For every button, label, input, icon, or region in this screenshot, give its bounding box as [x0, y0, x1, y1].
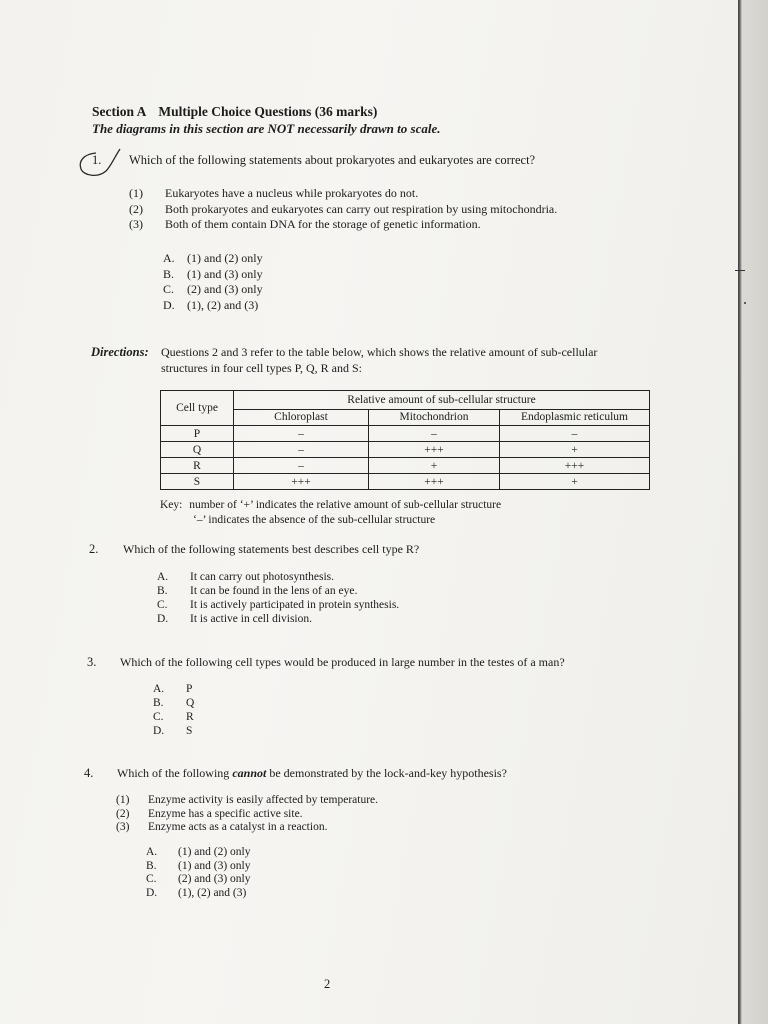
option-b[interactable]: B. (1) and (3) only	[146, 859, 251, 872]
directions-line-2: structures in four cell types P, Q, R and S:	[161, 361, 362, 375]
option-b[interactable]: B. Q	[153, 697, 195, 709]
section-label: Section A	[92, 104, 147, 119]
question-4-statements	[116, 794, 378, 835]
table-row: Q – +++ +	[161, 442, 650, 458]
table-header-er: Endoplasmic reticulum	[500, 409, 650, 425]
option-d[interactable]: D. (1), (2) and (3)	[146, 886, 247, 899]
statement-row: (2) Both prokaryotes and eukaryotes can carry out respiration by using mitochondria.	[129, 201, 558, 216]
question-2-number: 2.	[89, 542, 99, 556]
question-2-options	[157, 570, 399, 626]
option-c[interactable]: C. It is actively participated in protein synthesis.	[157, 599, 400, 611]
table-row: P – – –	[161, 426, 650, 442]
table-header-group: Relative amount of sub-cellular structure	[234, 391, 650, 410]
question-2-text: Which of the following statements best describes cell type R?	[123, 542, 420, 556]
option-a[interactable]: A. It can carry out photosynthesis.	[157, 571, 335, 583]
statement-row: (3) Both of them contain DNA for the storage of genetic information.	[129, 217, 481, 231]
option-b[interactable]: B. (1) and (3) only	[163, 266, 263, 281]
table-header-chloroplast: Chloroplast	[234, 409, 369, 425]
option-a[interactable]: A. (1) and (2) only	[146, 846, 251, 858]
table-key	[160, 498, 501, 513]
question-1-number: 1.	[92, 153, 102, 167]
option-d[interactable]: D. (1), (2) and (3)	[163, 297, 259, 312]
question-1-text: Which of the following statements about prokaryotes and eukaryotes are correct?	[129, 153, 536, 167]
option-c[interactable]: C. (2) and (3) only	[146, 873, 251, 885]
option-a[interactable]: A. (1) and (2) only	[163, 251, 263, 265]
key-label: Key:	[160, 499, 183, 511]
option-d[interactable]: D. It is active in cell division.	[157, 613, 313, 625]
key-line-1: number of ‘+’ indicates the relative amount of sub-cellular structure	[189, 499, 502, 511]
option-c[interactable]: C. (2) and (3) only	[163, 282, 263, 296]
option-d[interactable]: D. S	[153, 725, 193, 737]
question-3-options	[153, 682, 194, 738]
question-4-number: 4.	[84, 766, 94, 780]
statement-row: (1) Enzyme activity is easily affected by temperature.	[116, 794, 379, 806]
section-note: The diagrams in this section are NOT necessarily drawn to scale.	[92, 121, 441, 136]
table-row: S +++ +++ +	[161, 474, 650, 490]
edge-mark	[735, 270, 745, 271]
question-4-options	[146, 846, 251, 900]
option-b[interactable]: B. It can be found in the lens of an eye.	[157, 585, 358, 597]
question-3-number: 3.	[87, 655, 97, 669]
page-binding-edge	[738, 0, 768, 1024]
sub-cellular-structure-table	[160, 390, 650, 490]
page-number: 2	[324, 977, 331, 991]
question-3-text: Which of the following cell types would be produced in large number in the testes of a man?	[120, 655, 565, 669]
key-line-2: ‘–’ indicates the absence of the sub-cellular structure	[193, 514, 436, 526]
directions-line-1: Questions 2 and 3 refer to the table below, which shows the relative amount of sub-cellular	[161, 345, 598, 359]
directions-label: Directions:	[91, 345, 149, 359]
statement-row: (1) Eukaryotes have a nucleus while prokaryotes do not.	[129, 186, 419, 200]
question-4-text: Which of the following cannot be demonstrated by the lock-and-key hypothesis?	[117, 766, 507, 780]
table-header-mitochondrion: Mitochondrion	[369, 409, 500, 425]
section-title: Multiple Choice Questions (36 marks)	[158, 104, 378, 119]
option-c[interactable]: C. R	[153, 711, 194, 723]
edge-mark	[744, 302, 746, 304]
table-header-cell-type: Cell type	[161, 391, 234, 426]
question-1-options	[163, 251, 263, 313]
question-4-emphasis: cannot	[232, 766, 267, 780]
section-heading	[92, 104, 377, 120]
question-1-statements	[129, 186, 557, 233]
option-a[interactable]: A. P	[153, 683, 193, 695]
table-row: R – + +++	[161, 458, 650, 474]
statement-row: (2) Enzyme has a specific active site.	[116, 807, 303, 820]
statement-row: (3) Enzyme acts as a catalyst in a reaction.	[116, 821, 328, 833]
